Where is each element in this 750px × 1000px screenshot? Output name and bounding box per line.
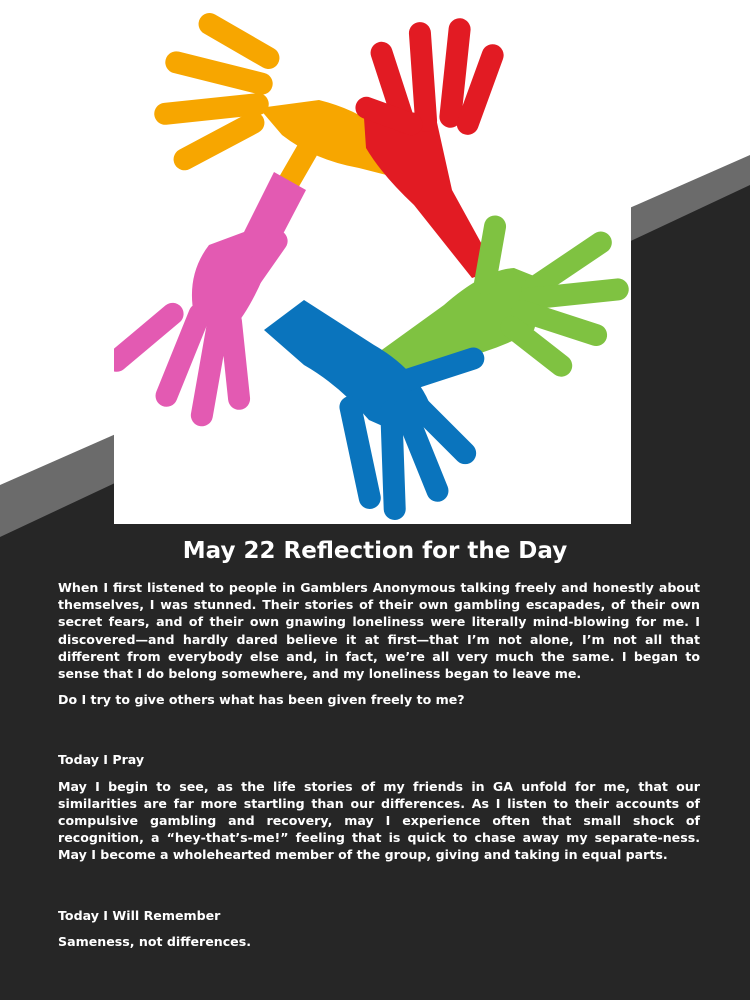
remember-heading: Today I Will Remember bbox=[58, 907, 221, 923]
prayer-paragraph: May I begin to see, as the life stories of my friends in GA unfold for me, that our similarities are far more startling than our differences. As I listen to their accounts of compulsive gambling and recovery, may I experience often that small shock of recognition, a “hey-that’s-me!” feeling that is quick to chase away my separate-ness. May I become a wholehearted member of the group, giving and taking in equal parts. bbox=[58, 778, 700, 863]
green-hand bbox=[379, 214, 630, 381]
reflection-paragraph: When I first listened to people in Gamblers Anonymous talking freely and honestly about themselves, I was stunned. Their stories of their own gambling escapades, of their own secret fears, and of their own gnawing loneliness were literally mind-blowing for me. I discovered—and hardly dared believe it at first—that I’m not alone, I’m not all that different from everybody else and, in fact, we’re all very much the same. I began to sense that I do belong somewhere, and my loneliness began to leave me. bbox=[58, 580, 700, 682]
remember-text: Sameness, not differences. bbox=[58, 933, 252, 949]
pink-hand bbox=[114, 172, 306, 428]
reading-content bbox=[58, 579, 700, 950]
page-title: May 22 Reflection for the Day bbox=[182, 538, 568, 564]
reflection-question: Do I try to give others what has been given freely to me? bbox=[58, 692, 465, 708]
colorful-hands-circle-icon bbox=[114, 0, 631, 524]
pray-heading: Today I Pray bbox=[58, 752, 145, 768]
hands-image bbox=[114, 0, 631, 524]
